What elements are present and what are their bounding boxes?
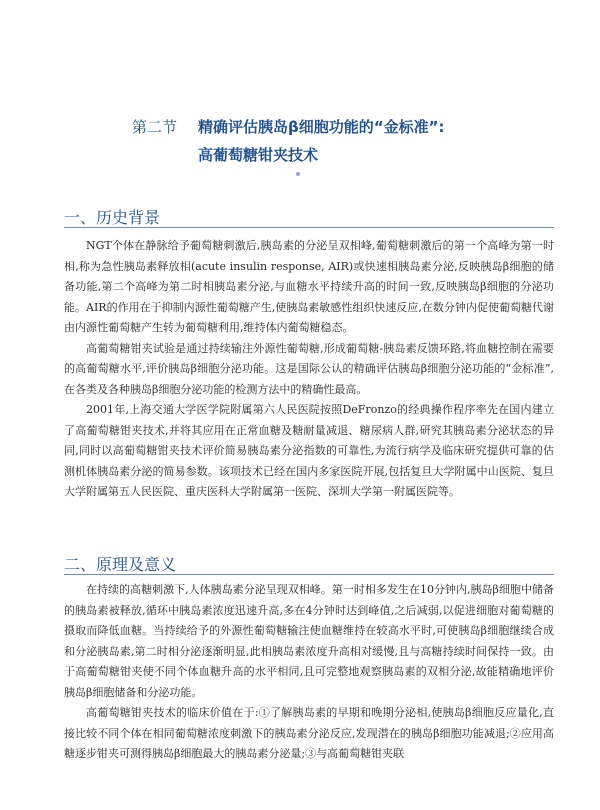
header-title-row	[132, 116, 552, 140]
paragraph: 在持续的高糖刺激下,人体胰岛素分泌呈现双相峰。第一时相多发生在10分钟内,胰岛β细胞中储备的胰岛素被释放,循环中胰岛素浓度迅速升高,多在4分钟时达到峰值,之后减弱,以促进细胞对葡萄糖的摄取而降低血糖。当持续给予的外源性葡萄糖输注使血糖维持在较高水平时,可使胰岛β细胞继续合成和分泌胰岛素,第二时相分泌逐渐明显,此相胰岛素浓度升高相对缓慢,且与高糖持续时间保持一致。由于高葡萄糖钳夹使不同个体血糖升高的水平相同,且可完整地观察胰岛素的双相分泌,故能精确地评价胰岛β细胞储备和分泌功能。	[64, 583, 554, 699]
heading-divider	[64, 574, 554, 575]
decorative-dot	[296, 172, 300, 176]
paragraph: 高葡萄糖钳夹技术的临床价值在于:①了解胰岛素的早期和晚期分泌相,使胰岛β细胞反应量化,直接比较不同个体在相同葡萄糖浓度刺激下的胰岛素分泌反应,发现潜在的胰岛β细胞功能减退;②应用高糖逐步钳夹可测得胰岛β细胞最大的胰岛素分泌量;③与高葡萄糖钳夹联	[64, 706, 554, 760]
heading-divider	[64, 227, 554, 228]
paragraph: 2001年,上海交通大学医学院附属第六人民医院按照DeFronzo的经典操作程序率先在国内建立了高葡萄糖钳夹技术,并将其应用在正常血糖及糖耐量减退、糖尿病人群,研究其胰岛素分泌状态的异同,同时以高葡萄糖钳夹技术评价简易胰岛素分泌指数的可靠性,为流行病学及临床研究提供可靠的估测机体胰岛素分泌的简易参数。该项技术已经在国内多家医院开展,包括复旦大学附属中山医院、复旦大学附属第五人民医院、重庆医科大学附属第一医院、深圳大学第一附属医院等。	[64, 403, 554, 498]
heading-principle-significance: 二、原理及意义	[64, 555, 177, 574]
paragraph: NGT个体在静脉给予葡萄糖刺激后,胰岛素的分泌呈双相峰,葡萄糖刺激后的第一个高峰为第一时相,称为急性胰岛素释放相(acute insulin response, AIR)或快速相胰岛素分泌,反映胰岛β细胞的储备功能,第二个高峰为第二时相胰岛素分泌,与血糖水平持续升高的时间一致,反映胰岛β细胞的分泌功能。AIR的作用在于抑制内源性葡萄糖产生,使胰岛素敏感性组织快速反应,在数分钟内促使葡萄糖代谢由内源性葡萄糖产生转为葡萄糖利用,维持体内葡萄糖稳态。	[64, 239, 554, 334]
chapter-header	[132, 116, 552, 165]
section-history-body	[64, 236, 554, 503]
section-principle-body	[64, 580, 554, 765]
paragraph: 高葡萄糖钳夹试验是通过持续输注外源性葡萄糖,形成葡萄糖-胰岛素反馈环路,将血糖控制在需要的高葡萄糖水平,评价胰岛β细胞分泌功能。这是国际公认的精确评估胰岛β细胞分泌功能的“金标准”,在各类及各种胰岛β细胞分泌功能的检测方法中的精确性最高。	[64, 341, 554, 396]
section-title-line2: 高葡萄糖钳夹技术	[198, 146, 319, 164]
section-number: 第二节	[132, 118, 178, 136]
section-title-line1: 精确评估胰岛β细胞功能的“金标准”:	[198, 118, 445, 136]
heading-history-background: 一、历史背景	[64, 208, 161, 227]
